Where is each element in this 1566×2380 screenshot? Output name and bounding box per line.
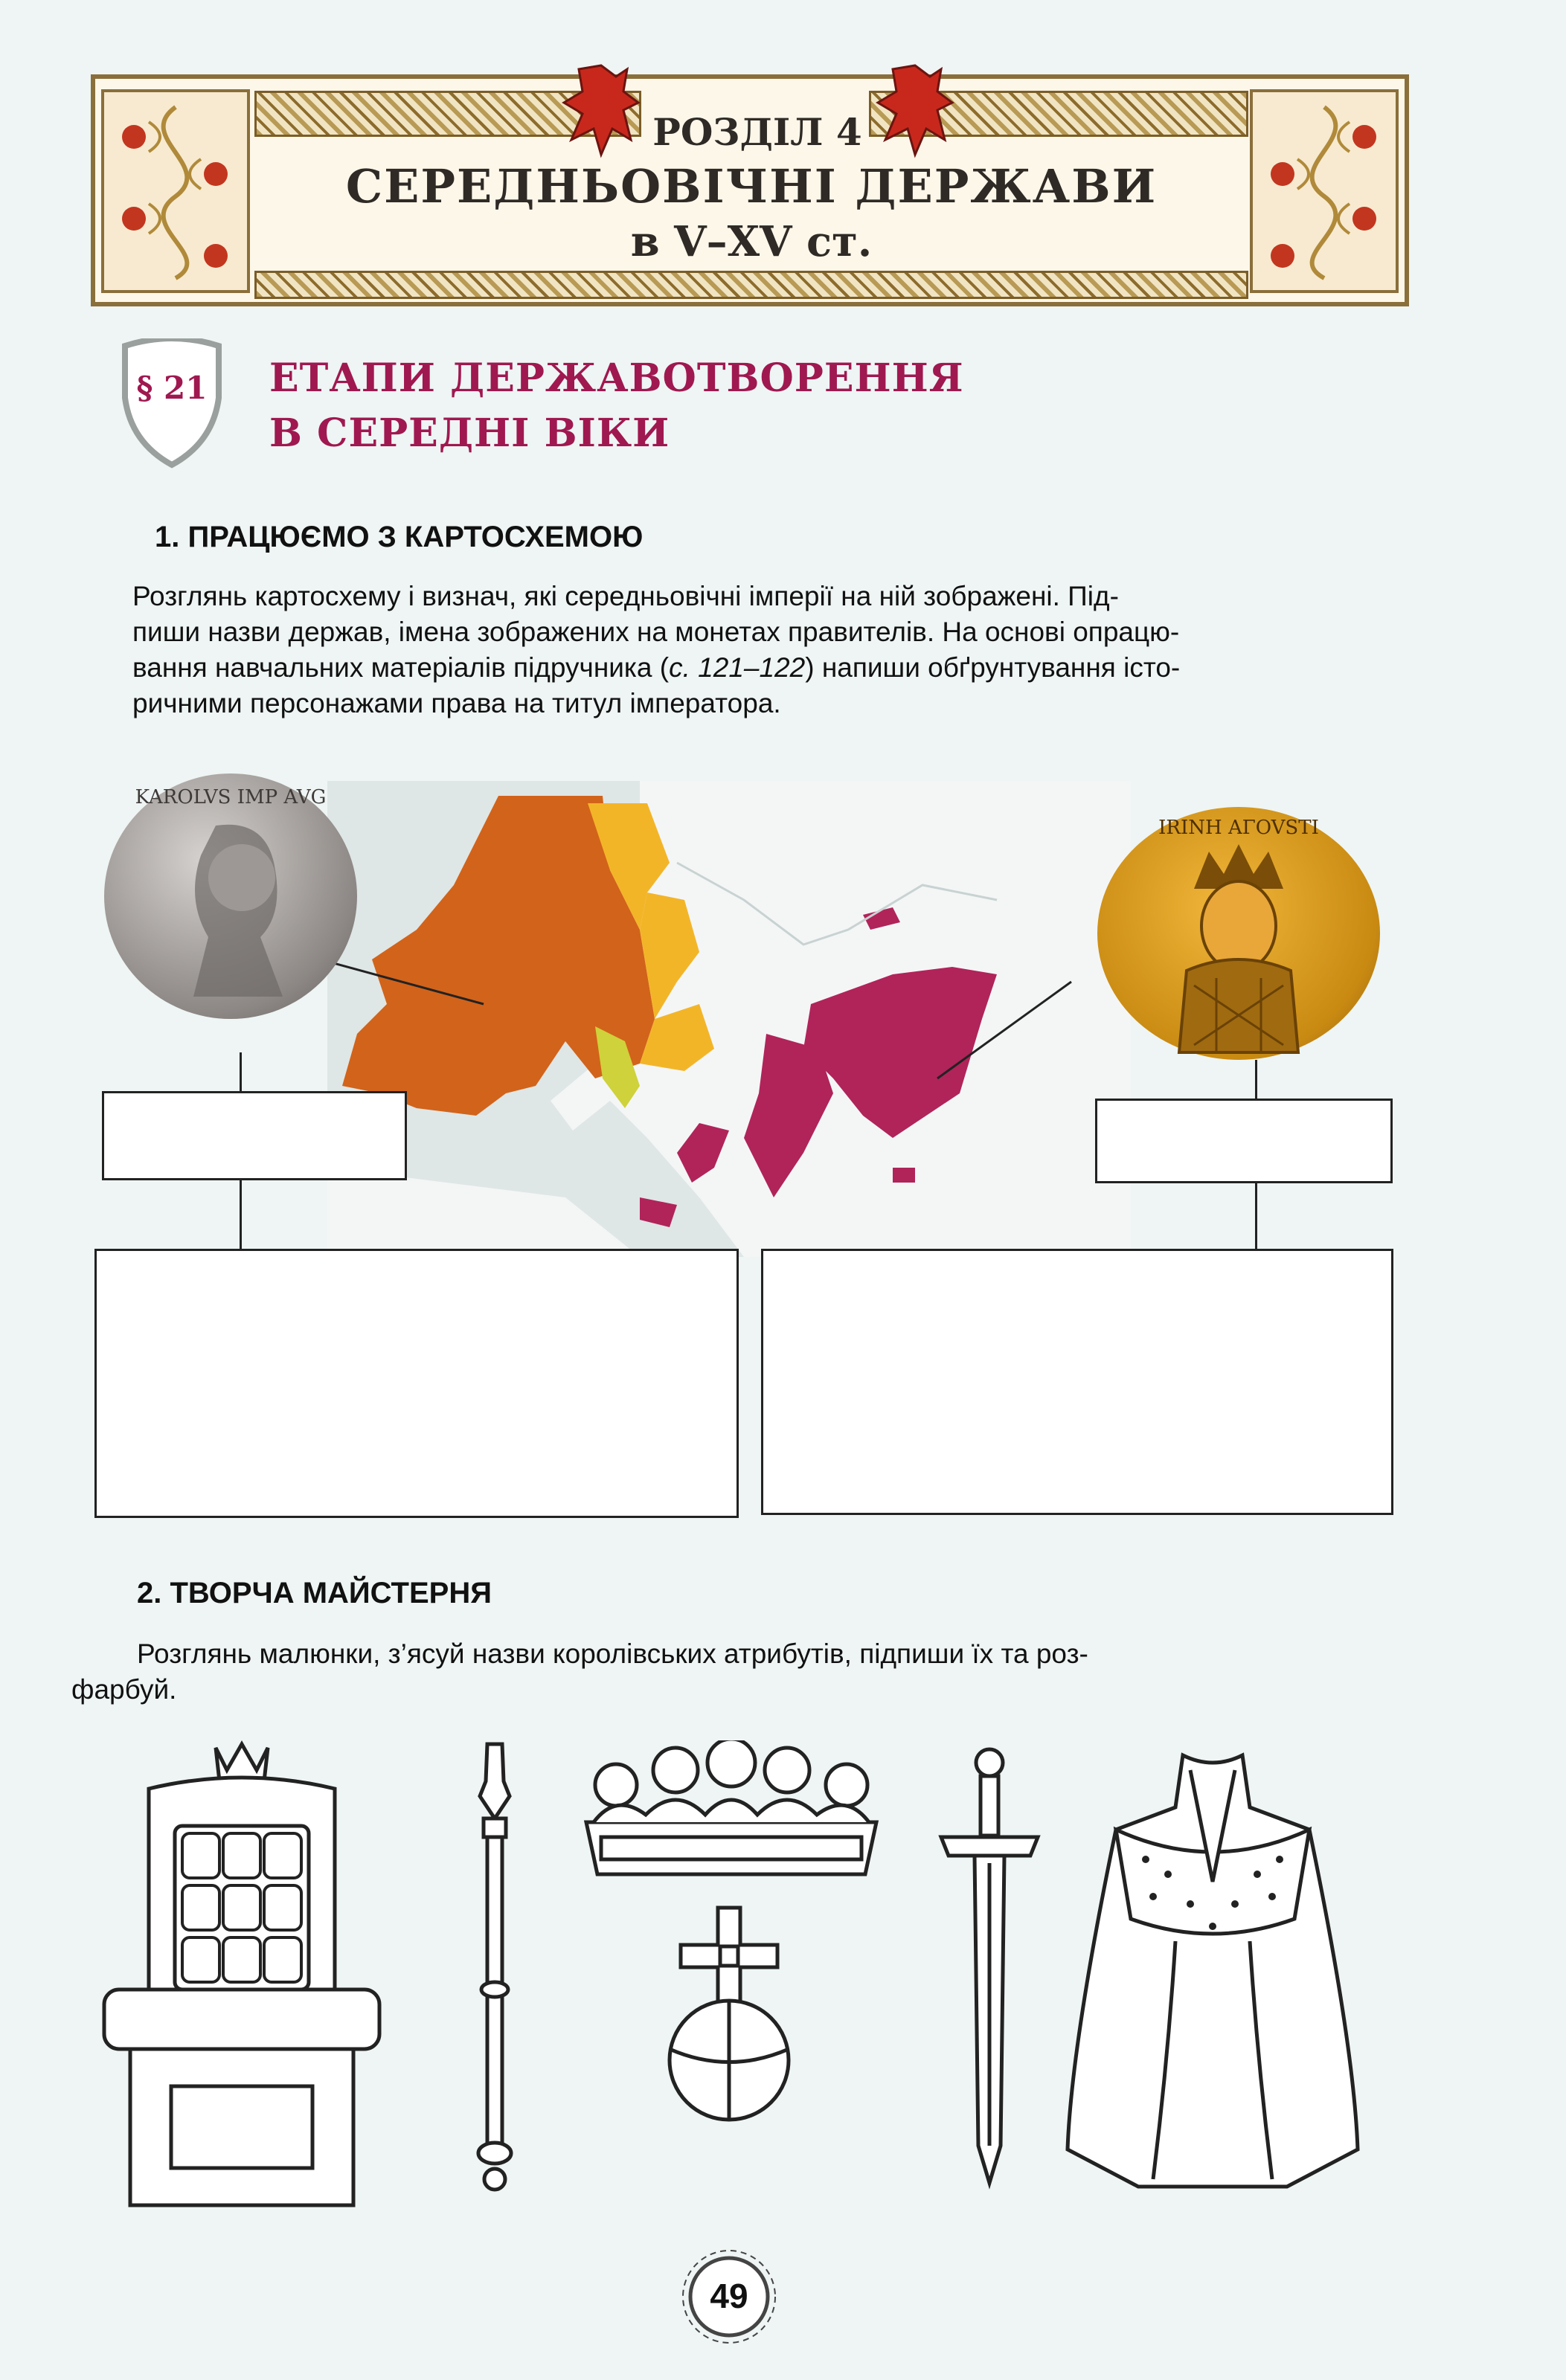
right-state-name-box[interactable] <box>1095 1099 1393 1183</box>
task2-line: Розглянь малюнки, з’ясуй назви королівських атрибутів, підпиши їх та роз- <box>137 1638 1088 1669</box>
right-floral-ornament <box>1250 89 1399 293</box>
throne-icon <box>97 1737 387 2213</box>
task1-line: пиши назви держав, імена зображених на монетах правителів. На основі опрацю- <box>132 617 1180 647</box>
sword-icon <box>934 1744 1045 2190</box>
task1-line: вання навчальних матеріалів підручника ( <box>132 652 670 683</box>
lion-right-icon <box>870 58 960 162</box>
chapter-banner <box>91 74 1409 306</box>
charlemagne-coin <box>104 774 357 1019</box>
task1-instructions <box>132 579 1397 721</box>
left-coin-inscription: KAROLVS IMP AVG <box>135 786 327 808</box>
task2-line: фарбуй. <box>71 1674 177 1705</box>
page-number: 49 <box>710 2277 748 2315</box>
crown-icon <box>571 1740 891 1882</box>
task2-heading: 2. ТВОРЧА МАЙСТЕРНЯ <box>137 1577 492 1609</box>
irene-coin <box>1097 807 1380 1060</box>
task1-line: Розглянь картосхему і визнач, які середньовічні імперії на ній зображені. Під- <box>132 581 1119 611</box>
celtic-knot-border-bottom <box>254 271 1248 299</box>
orb-icon <box>647 1900 811 2123</box>
connector-line <box>1255 1060 1257 1099</box>
left-state-name-box[interactable] <box>102 1091 407 1180</box>
chapter-label: РОЗДІЛ 4 <box>652 110 862 154</box>
connector-line <box>240 1052 242 1091</box>
task1-line: ричними персонажами права на титул імператора. <box>132 688 781 718</box>
chapter-title: СЕРЕДНЬОВІЧНІ ДЕРЖАВИ <box>345 159 1158 213</box>
section-title-line2: В СЕРЕДНІ ВІКИ <box>269 411 670 456</box>
task2-instructions <box>71 1636 1396 1708</box>
left-justification-box[interactable] <box>94 1249 739 1518</box>
connector-line <box>1255 1183 1257 1252</box>
task1-line: ) напиши обґрунтування істо- <box>805 652 1181 683</box>
scepter-icon <box>465 1737 524 2198</box>
textbook-page-reference: с. 121–122 <box>669 652 806 683</box>
right-coin-inscription: IRINH AΓOVSTI <box>1158 817 1319 839</box>
mantle-icon <box>1064 1748 1361 2194</box>
historical-map <box>327 781 1131 1257</box>
task1-heading: 1. ПРАЦЮЄМО З КАРТОСХЕМОЮ <box>155 521 644 553</box>
connector-line <box>240 1180 242 1249</box>
left-floral-ornament <box>101 89 250 293</box>
section-title-line1: ЕТАПИ ДЕРЖАВОТВОРЕННЯ <box>269 356 964 401</box>
chapter-period: в V–XV ст. <box>630 217 873 266</box>
right-justification-box[interactable] <box>761 1249 1393 1515</box>
section-number: § 21 <box>136 370 208 406</box>
lion-left-icon <box>556 58 646 162</box>
